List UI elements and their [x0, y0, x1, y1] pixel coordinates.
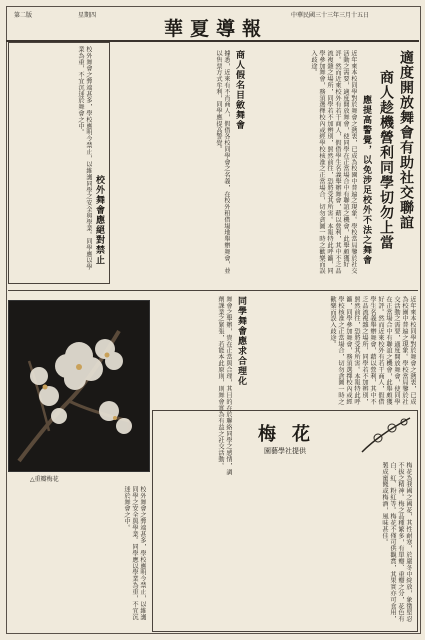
side-article-headline: 校外舞會應絕對禁止	[94, 175, 104, 265]
plum-feature-body: 梅花為我國之國花，其性耐寒，於嚴冬中綻放，象徵堅忍不拔之精神。梅之品種繁多，有單瓣、重瓣之分，花色有白、紅、粉紅等。梅花不僅可供觀賞，其果實亦可食用，製成蜜餞或梅酒，風味甚佳。	[381, 462, 412, 622]
sub-article-headline: 商人假名目斂舞會	[234, 50, 244, 130]
horizontal-divider	[8, 290, 418, 291]
main-subhead: 應提高警覺，以免涉足校外不法之舞會	[361, 95, 371, 265]
masthead	[6, 6, 419, 42]
plum-feature-credit: 園藝學社提供	[264, 447, 306, 455]
main-headline-2: 商人趁機營利同學切勿上當	[378, 70, 394, 250]
issue-date: 中華民國三十三年三月十五日	[291, 12, 370, 19]
main-article-continued: 近年來本校同學對於舞會之熱衷，已成為校園中普遍之現象。學校當局鑒於社交活動之需要，適度開放舞會，使同學在正當場合中有聯誼之機會，此舉頗獲好評。然而近來校外有若干商人，假借學生名義舉辦舞會，藉以營利，其中不乏品流複雜之場所，同學若不加辨別，貿然前往，恐將受其所害。本報特此呼籲，同學參加舞會，務須選擇校內或經學校核准之正當場合，切勿貪圖一時之歡樂而誤入歧途。	[329, 296, 416, 405]
plum-blossom-image	[9, 301, 149, 471]
weekday: 星期四	[78, 12, 97, 19]
plum-blossom-photo	[8, 300, 150, 472]
main-headline-1: 適度開放舞會有助社交聯誼	[398, 50, 414, 230]
middle-article-body: 舞會之舉辦，貴在正當與合理，其目的在於聯絡同學之感情，調劑課業之緊張，若能本此原則，則舞會實為有益之社交活動。	[217, 296, 232, 476]
sub-article-body: 據悉，近來有不肖商人，假借各校同學會之名義，在校外租借場地舉辦舞會，並以售票方式牟利，同學應提高警覺。	[215, 50, 230, 274]
photo-caption: △重瓣梅花	[30, 476, 59, 483]
middle-article-headline: 同學舞會應求合理化	[236, 296, 246, 386]
page-number: 第二版	[14, 12, 33, 19]
plum-branch-icon	[360, 414, 412, 454]
side-article-body: 校外舞會之弊端甚多，學校應明令禁止，以維護同學之安全與學業。同學應以學業為重，不宜沉迷於舞會之中。	[77, 46, 92, 270]
main-article-body: 近年來本校同學對於舞會之熱衷，已成為校園中普遍之現象。學校當局鑒於社交活動之需要，適度開放舞會，使同學在正當場合中有聯誼之機會，此舉頗獲好評。然而近來校外有若干商人，假借學生名義舉辦舞會，藉以營利，其中不乏品流複雜之場所，同學若不加辨別，貿然前往，恐將受其所害。本報特此呼籲，同學參加舞會，務須選擇校內或經學校核准之正當場合，切勿貪圖一時之歡樂而誤入歧途。	[310, 50, 357, 274]
plum-feature-title: 梅花	[258, 424, 326, 445]
newspaper-title: 華夏導報	[164, 18, 269, 40]
lower-left-article-body: 校外舞會之弊端甚多，學校應明令禁止，以維護同學之安全與學業。同學應以學業為重，不宜沉迷於舞會之中。	[123, 486, 146, 621]
